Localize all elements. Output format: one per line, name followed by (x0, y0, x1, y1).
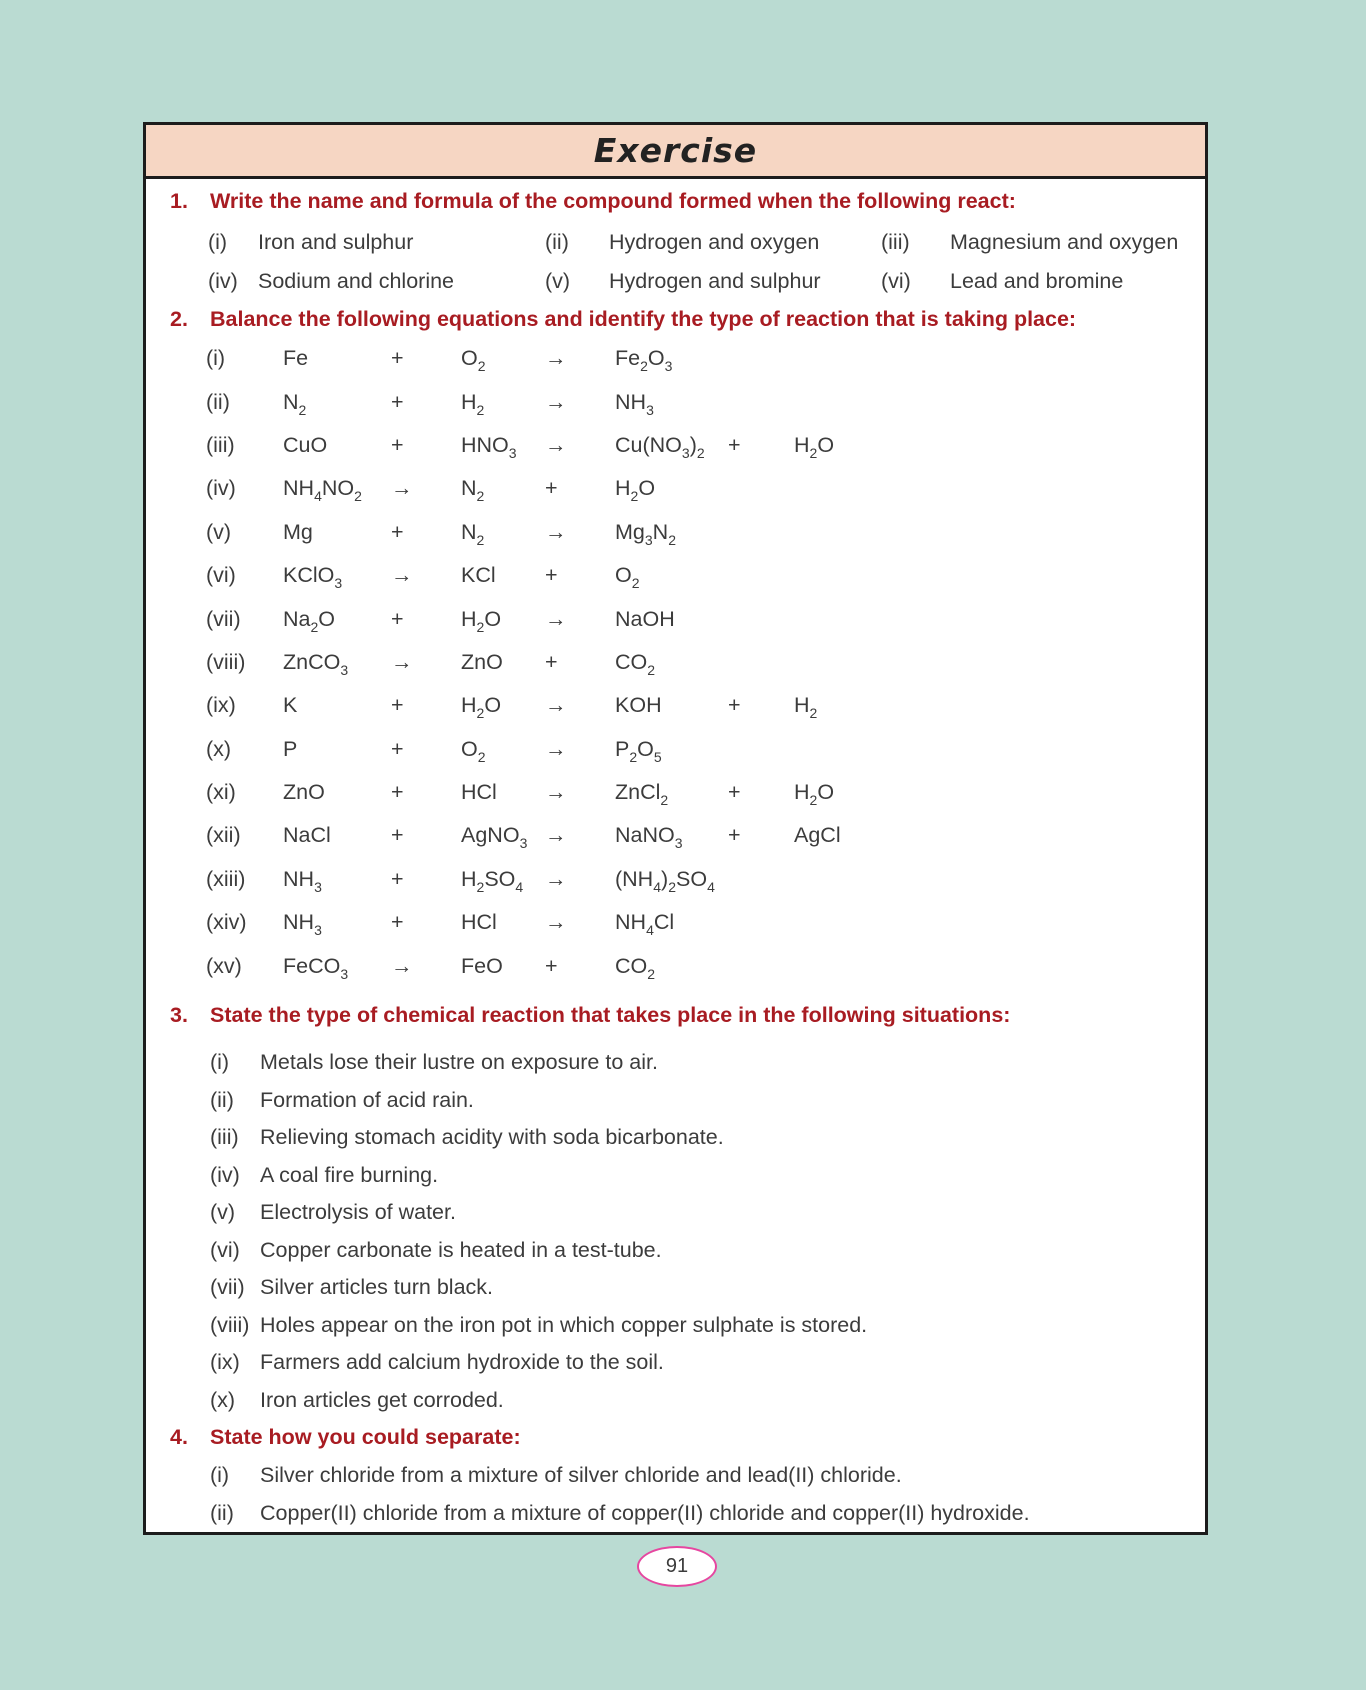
reactant-1: $Na_2O$ (283, 606, 336, 635)
list-item-label: Lead and bromine (950, 269, 1124, 293)
product-1: NaNO$_3$ (615, 823, 683, 852)
reactant-1: Fe (283, 346, 309, 371)
list-item-numeral: (viii) (210, 1312, 250, 1337)
operator-1: + (391, 693, 404, 718)
product-1: $H_2O$ (615, 476, 656, 505)
operator-2: + (545, 649, 558, 674)
list-item-numeral: (vi) (881, 269, 911, 293)
list-item-label: Holes appear on the iron pot in which copper sulphate is stored. (260, 1312, 868, 1337)
list-item-numeral: (ii) (210, 1500, 234, 1525)
product-1: $Fe_2O_3$ (615, 346, 673, 375)
operator-2: → (545, 823, 567, 848)
reactant-1: $NH_3$ (283, 910, 322, 939)
equation-row (146, 337, 1205, 380)
operator-1: + (391, 823, 404, 848)
list-item-numeral: (v) (210, 1200, 236, 1225)
list-item (146, 1269, 1205, 1307)
question-3-text: State the type of chemical reaction that takes place in the following situations: (210, 1003, 1011, 1028)
reactant-2: $H_2O$ (461, 606, 502, 635)
reactant-1: FeCO$_3$ (283, 953, 349, 982)
question-2-text: Balance the following equations and identify the type of reaction that is taking place: (210, 306, 1077, 331)
equation-numeral: (vii) (206, 606, 241, 631)
product-1: ZnCl$_2$ (615, 780, 669, 809)
equation-numeral: (iv) (206, 476, 236, 501)
list-item-numeral: (ii) (545, 230, 569, 254)
equation-row (146, 858, 1205, 901)
list-item (146, 1344, 1205, 1382)
page-number-badge (637, 1546, 717, 1587)
list-item-label: Electrolysis of water. (260, 1200, 456, 1225)
equation-row (146, 597, 1205, 640)
equation-numeral: (iii) (206, 432, 235, 457)
operator-3: + (728, 780, 741, 805)
question-2-equations (146, 337, 1205, 988)
list-item (146, 1044, 1205, 1082)
operator-1: + (391, 389, 404, 414)
equation-numeral: (ix) (206, 693, 236, 718)
question-4-items (146, 1457, 1205, 1532)
product-1: $CO_2$ (615, 649, 656, 678)
reactant-1: NaCl (283, 823, 331, 848)
reactant-2: $H_2O$ (461, 693, 502, 722)
operator-1: + (391, 346, 404, 371)
list-item (146, 1081, 1205, 1119)
list-item-label: Silver articles turn black. (260, 1275, 493, 1300)
list-item-numeral: (i) (208, 230, 228, 254)
operator-1: + (391, 606, 404, 631)
reactant-2: $N_2$ (461, 476, 485, 505)
list-item-label: A coal fire burning. (260, 1162, 439, 1187)
operator-1: + (391, 736, 404, 761)
product-1: $P_2O_5$ (615, 736, 662, 765)
list-item-label: Iron articles get corroded. (260, 1387, 504, 1412)
operator-1: → (391, 649, 413, 674)
equation-numeral: (xv) (206, 953, 242, 978)
product-1: $NH_4Cl$ (615, 910, 675, 939)
list-item-numeral: (ii) (210, 1087, 234, 1112)
equation-row (146, 424, 1205, 467)
question-4-heading (146, 1419, 1205, 1457)
reactant-2: $O_2$ (461, 346, 486, 375)
product-1: $CO_2$ (615, 953, 656, 982)
operator-2: → (545, 780, 567, 805)
list-item-label: Iron and sulphur (258, 230, 414, 254)
list-item-label: Magnesium and oxygen (950, 230, 1179, 254)
reactant-1: ZnO (283, 780, 325, 805)
reactant-2: $HNO_3$ (461, 432, 517, 461)
product-1: $O_2$ (615, 563, 640, 592)
list-item-label: Sodium and chlorine (258, 269, 455, 293)
equation-numeral: (v) (206, 519, 232, 544)
list-item-label: Farmers add calcium hydroxide to the soil. (260, 1350, 664, 1375)
operator-3: + (728, 432, 741, 457)
product-2: $H_2O$ (794, 780, 835, 809)
operator-1: + (391, 519, 404, 544)
operator-2: → (545, 389, 567, 414)
equation-row (146, 641, 1205, 684)
operator-2: + (545, 476, 558, 501)
operator-2: → (545, 866, 567, 891)
exercise-box (143, 122, 1208, 1535)
question-3-heading (146, 988, 1205, 1044)
equation-row (146, 944, 1205, 987)
question-2-number: 2. (170, 306, 188, 331)
list-item (146, 1156, 1205, 1194)
operator-3: + (728, 693, 741, 718)
equation-numeral: (xi) (206, 780, 236, 805)
equation-numeral: (x) (206, 736, 232, 761)
list-item-numeral: (iii) (210, 1125, 239, 1150)
reactant-2: $O_2$ (461, 736, 486, 765)
operator-1: → (391, 476, 413, 501)
reactant-2: ZnO (461, 649, 503, 674)
operator-1: + (391, 780, 404, 805)
list-item-numeral: (i) (210, 1463, 230, 1488)
list-item-numeral: (iii) (881, 230, 910, 254)
question-4-number: 4. (170, 1425, 188, 1450)
question-2-heading (146, 301, 1205, 337)
reactant-2: $H_2SO_4$ (461, 866, 524, 895)
list-item (146, 1494, 1205, 1532)
equation-row (146, 814, 1205, 857)
question-3-items (146, 1044, 1205, 1419)
equation-row (146, 380, 1205, 423)
product-1: $(NH_4)_2SO_4$ (615, 866, 715, 895)
operator-1: + (391, 432, 404, 457)
equation-row (146, 771, 1205, 814)
equation-row (146, 467, 1205, 510)
equation-numeral: (viii) (206, 649, 246, 674)
product-2: $H_2O$ (794, 432, 835, 461)
equation-numeral: (vi) (206, 563, 236, 588)
product-1: KOH (615, 693, 662, 718)
reactant-2: $N_2$ (461, 519, 485, 548)
reactant-2: AgNO$_3$ (461, 823, 528, 852)
list-item-label: Formation of acid rain. (260, 1087, 474, 1112)
list-item (146, 1457, 1205, 1495)
page-title: Exercise (593, 131, 758, 170)
list-item (146, 1306, 1205, 1344)
product-1: $NH_3$ (615, 389, 654, 418)
operator-2: → (545, 519, 567, 544)
list-item-numeral: (v) (545, 269, 571, 293)
list-item-numeral: (vii) (210, 1275, 245, 1300)
list-item-label: Silver chloride from a mixture of silver chloride and lead(II) chloride. (260, 1463, 902, 1488)
equation-row (146, 728, 1205, 771)
operator-2: → (545, 346, 567, 371)
list-item-numeral: (iv) (210, 1162, 240, 1187)
equation-numeral: (i) (206, 346, 226, 371)
equation-row (146, 684, 1205, 727)
reactant-2: $H_2$ (461, 389, 485, 418)
equation-numeral: (ii) (206, 389, 230, 414)
list-item-label: Copper(II) chloride from a mixture of copper(II) chloride and copper(II) hydroxide. (260, 1500, 1030, 1525)
reactant-2: KCl (461, 563, 496, 588)
product-1: NaOH (615, 606, 675, 631)
reactant-1: P (283, 736, 298, 761)
reactant-1: $NH_3$ (283, 866, 322, 895)
operator-2: → (545, 432, 567, 457)
reactant-1: $NH_4NO_2$ (283, 476, 362, 505)
operator-2: → (545, 606, 567, 631)
exercise-content (146, 179, 1205, 1532)
exercise-header-band (146, 125, 1205, 179)
product-2: $H_2$ (794, 693, 818, 722)
reactant-1: CuO (283, 432, 328, 457)
list-item (146, 1194, 1205, 1232)
operator-3: + (728, 823, 741, 848)
operator-1: → (391, 953, 413, 978)
reactant-1: KClO$_3$ (283, 563, 343, 592)
list-item-label: Copper carbonate is heated in a test-tube. (260, 1237, 662, 1262)
operator-2: + (545, 563, 558, 588)
reactant-1: K (283, 693, 298, 718)
list-item (146, 1381, 1205, 1419)
list-item-label: Hydrogen and sulphur (609, 269, 821, 293)
list-item-numeral: (iv) (208, 269, 238, 293)
reactant-2: HCl (461, 910, 497, 935)
list-item-label: Hydrogen and oxygen (609, 230, 820, 254)
reactant-1: Mg (283, 519, 313, 544)
product-1: $Mg_3N_2$ (615, 519, 676, 548)
question-1-items (146, 223, 1205, 301)
equation-row (146, 511, 1205, 554)
operator-1: + (391, 866, 404, 891)
question-1-heading (146, 179, 1205, 223)
list-item-label: Metals lose their lustre on exposure to air. (260, 1050, 658, 1075)
product-2: AgCl (794, 823, 841, 848)
operator-1: + (391, 910, 404, 935)
product-1: $Cu(NO_3)_2$ (615, 432, 705, 461)
reactant-2: FeO (461, 953, 503, 978)
list-item-numeral: (vi) (210, 1237, 240, 1262)
list-item-numeral: (x) (210, 1387, 236, 1412)
question-4-text: State how you could separate: (210, 1425, 521, 1450)
operator-2: → (545, 736, 567, 761)
operator-2: → (545, 910, 567, 935)
operator-2: + (545, 953, 558, 978)
list-item-numeral: (ix) (210, 1350, 240, 1375)
list-item (146, 1231, 1205, 1269)
reactant-2: HCl (461, 780, 497, 805)
reactant-1: ZnCO$_3$ (283, 649, 349, 678)
equation-row (146, 554, 1205, 597)
equation-numeral: (xiv) (206, 910, 247, 935)
reactant-1: $N_2$ (283, 389, 307, 418)
question-1-text: Write the name and formula of the compound formed when the following react: (210, 188, 1016, 213)
question-3-number: 3. (170, 1003, 188, 1028)
list-item (146, 1119, 1205, 1157)
operator-2: → (545, 693, 567, 718)
equation-row (146, 901, 1205, 944)
question-1-number: 1. (170, 188, 188, 213)
equation-numeral: (xiii) (206, 866, 246, 891)
list-item-numeral: (i) (210, 1050, 230, 1075)
page-number: 91 (665, 1555, 689, 1577)
equation-numeral: (xii) (206, 823, 241, 848)
operator-1: → (391, 563, 413, 588)
list-item-label: Relieving stomach acidity with soda bicarbonate. (260, 1125, 724, 1150)
